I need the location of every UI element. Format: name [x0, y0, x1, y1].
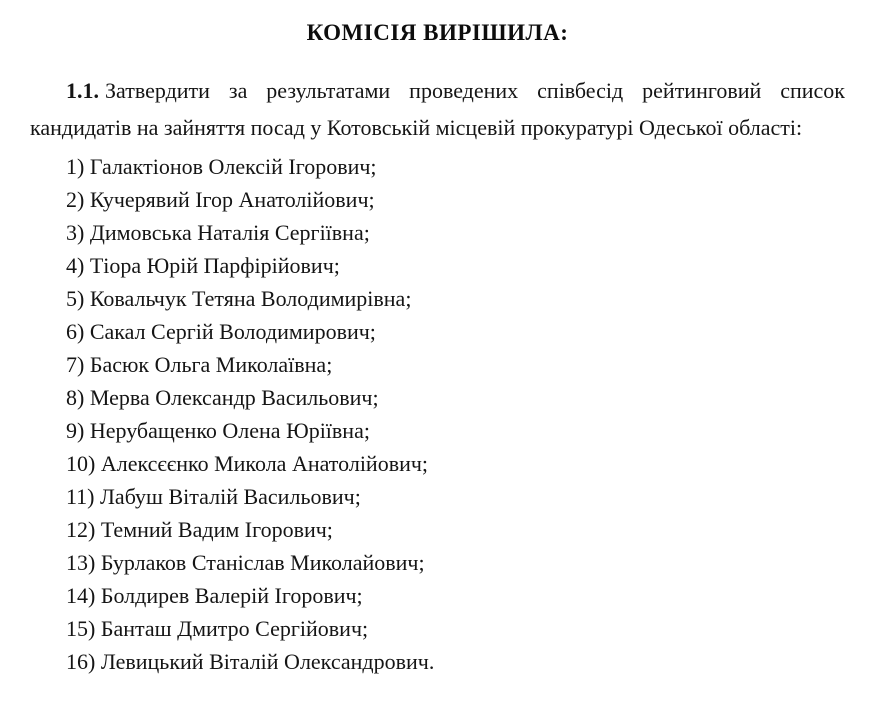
list-item: 5) Ковальчук Тетяна Володимирівна;	[66, 286, 412, 311]
list-item: 10) Алексєєнко Микола Анатолійович;	[66, 451, 429, 476]
list-item: 14) Болдирев Валерій Ігорович;	[66, 583, 363, 608]
resolution-paragraph	[30, 72, 845, 146]
candidate-list	[30, 150, 845, 678]
paragraph-number: 1.1.	[66, 78, 99, 103]
list-item: 3) Димовська Наталія Сергіївна;	[66, 220, 370, 245]
list-item: 12) Темний Вадим Ігорович;	[66, 517, 333, 542]
list-item: 15) Банташ Дмитро Сергійович;	[66, 616, 369, 641]
list-item: 13) Бурлаков Станіслав Миколайович;	[66, 550, 425, 575]
list-item: 2) Кучерявий Ігор Анатолійович;	[66, 187, 375, 212]
list-item: 9) Нерубащенко Олена Юріївна;	[66, 418, 370, 443]
list-item: 1) Галактіонов Олексій Ігорович;	[66, 154, 377, 179]
list-item: 7) Басюк Ольга Миколаївна;	[66, 352, 333, 377]
list-item: 16) Левицький Віталій Олександрович.	[66, 649, 435, 674]
list-item: 4) Тіора Юрій Парфірійович;	[66, 253, 340, 278]
list-item: 11) Лабуш Віталій Васильович;	[66, 484, 361, 509]
document-title: КОМІСІЯ ВИРІШИЛА:	[306, 20, 569, 45]
paragraph-text: Затвердити за результатами проведених співбесід рейтинговий список кандидатів на зайняття посад у Котовській місцевій прокуратурі Одеської області:	[30, 78, 845, 140]
list-item: 6) Сакал Сергій Володимирович;	[66, 319, 376, 344]
list-item: 8) Мерва Олександр Васильович;	[66, 385, 379, 410]
